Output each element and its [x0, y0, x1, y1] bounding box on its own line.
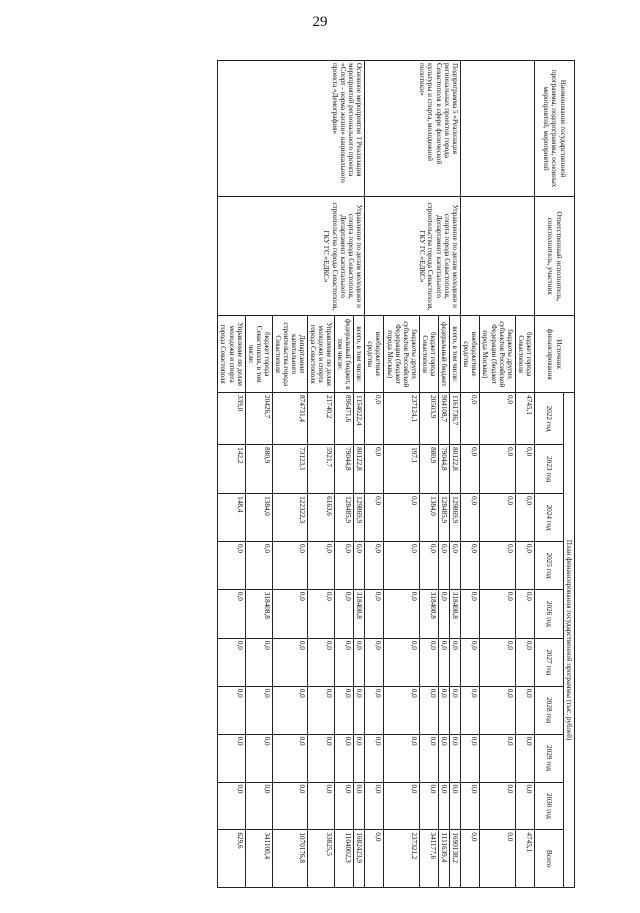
value-cell: 0,0 [515, 782, 534, 830]
header-year: 2028 год [534, 686, 563, 734]
source-cell: федеральный бюджет [438, 316, 449, 393]
value-cell: 0,0 [480, 542, 515, 590]
value-cell: 904108,7 [438, 393, 449, 445]
value-cell: 0,0 [515, 734, 534, 782]
value-cell: 0,0 [461, 494, 480, 542]
responsible-cell: Управление по делам молодежи и спорта города Севастополя, Департамент капитального строительства города Севастополя, ГКУ ГС «ЕДКС» [365, 197, 461, 316]
value-cell: 237124,1 [384, 393, 419, 445]
value-cell: 0,0 [419, 782, 438, 830]
value-cell: 0,0 [384, 494, 419, 542]
total-cell: 0,0 [365, 830, 384, 888]
value-cell: 0,0 [419, 686, 438, 734]
value-cell: 880,9 [245, 445, 272, 494]
value-cell: 1384,0 [419, 494, 438, 542]
value-cell: 0,0 [384, 734, 419, 782]
value-cell: 0,0 [461, 445, 480, 494]
header-plan: План финансирования государственной программы (тыс. рублей) [563, 393, 574, 888]
value-cell: 0,0 [365, 393, 384, 445]
value-cell: 0,0 [245, 638, 272, 686]
source-cell: бюджеты других субъектов Российской Федерации (бюджет города Москвы) [384, 316, 419, 393]
table-row [354, 61, 365, 888]
table-body [218, 61, 534, 888]
value-cell: 0,0 [461, 542, 480, 590]
value-cell: 0,0 [218, 638, 245, 686]
value-cell: 1154022,4 [354, 393, 365, 445]
value-cell: 0,0 [515, 542, 534, 590]
value-cell: 0,0 [438, 686, 449, 734]
table-row [450, 61, 461, 888]
value-cell: 148,4 [218, 494, 245, 542]
value-cell: 0,0 [461, 686, 480, 734]
value-cell: 318408,8 [245, 589, 272, 638]
header-year: 2023 год [534, 445, 563, 494]
value-cell: 0,0 [419, 734, 438, 782]
value-cell: 0,0 [515, 686, 534, 734]
value-cell: 80122,8 [354, 445, 365, 494]
value-cell: 4745,1 [515, 393, 534, 445]
value-cell: 0,0 [515, 445, 534, 494]
value-cell: 0,0 [419, 542, 438, 590]
value-cell: 0,0 [365, 686, 384, 734]
value-cell: 0,0 [384, 542, 419, 590]
total-cell: 629,6 [218, 830, 245, 888]
total-cell: 0,0 [461, 830, 480, 888]
value-cell: 896471,6 [335, 393, 354, 445]
value-cell: 0,0 [365, 542, 384, 590]
value-cell: 0,0 [354, 782, 365, 830]
program-name-cell: Подпрограмма 5 «Реализация региональных проектов города Севастополя в сфере физической культуры и спорта, молодежной политики» [365, 61, 461, 197]
header-row-1 [563, 61, 574, 888]
value-cell: 80122,8 [450, 445, 461, 494]
value-cell: 0,0 [307, 782, 334, 830]
responsible-cell [461, 197, 534, 316]
value-cell: 318408,8 [450, 589, 461, 638]
header-total: Всего [534, 830, 563, 888]
total-cell: 1690138,2 [450, 830, 461, 888]
value-cell: 0,0 [272, 589, 307, 638]
value-cell: 0,0 [480, 445, 515, 494]
value-cell: 0,0 [480, 734, 515, 782]
value-cell: 0,0 [450, 638, 461, 686]
value-cell: 20503,9 [419, 393, 438, 445]
value-cell: 197,1 [384, 445, 419, 494]
value-cell: 0,0 [354, 638, 365, 686]
value-cell: 20426,7 [245, 393, 272, 445]
total-cell: 1070176,8 [272, 830, 307, 888]
value-cell: 129869,9 [354, 494, 365, 542]
value-cell: 0,0 [438, 542, 449, 590]
rotated-table-container [99, 60, 575, 888]
value-cell: 0,0 [419, 638, 438, 686]
value-cell: 0,0 [335, 734, 354, 782]
value-cell: 0,0 [384, 589, 419, 638]
value-cell: 0,0 [461, 734, 480, 782]
value-cell: 0,0 [335, 638, 354, 686]
value-cell: 0,0 [272, 734, 307, 782]
value-cell: 0,0 [384, 686, 419, 734]
responsible-cell: Управление по делам молодежи и спорта города Севастополя, Департамент капитального строительства города Севастополя, ГКУ ГС «ЕДКС» [218, 197, 365, 316]
header-responsible: Ответственный исполнитель, соисполнитель, участник [534, 197, 574, 316]
value-cell: 73123,1 [272, 445, 307, 494]
value-cell: 0,0 [218, 734, 245, 782]
total-cell: 33825,5 [307, 830, 334, 888]
value-cell: 318408,8 [354, 589, 365, 638]
value-cell: 1384,0 [245, 494, 272, 542]
total-cell: 341177,6 [419, 830, 438, 888]
value-cell: 0,0 [272, 542, 307, 590]
program-name-cell [461, 61, 534, 197]
value-cell: 0,0 [365, 589, 384, 638]
value-cell: 79044,8 [335, 445, 354, 494]
value-cell: 0,0 [438, 734, 449, 782]
value-cell: 0,0 [515, 494, 534, 542]
value-cell: 79044,8 [438, 445, 449, 494]
value-cell: 0,0 [365, 734, 384, 782]
header-year: 2026 год [534, 589, 563, 638]
program-name-cell: Основное мероприятие 1 Реализация мероприятий регионального проекта «Спорт - норма жизни» национального проекта «Демография» [218, 61, 365, 197]
value-cell: 0,0 [307, 686, 334, 734]
header-year: 2029 год [534, 734, 563, 782]
source-cell: внебюджетные средства [365, 316, 384, 393]
value-cell: 0,0 [384, 638, 419, 686]
value-cell: 0,0 [307, 589, 334, 638]
value-cell: 0,0 [245, 782, 272, 830]
source-cell: бюджеты других субъектов Российской Федерации (бюджет города Москвы) [480, 316, 515, 393]
value-cell: 0,0 [450, 734, 461, 782]
value-cell: 0,0 [272, 782, 307, 830]
source-cell: Департамент капитального строительства города Севастополя [272, 316, 307, 393]
value-cell: 0,0 [335, 542, 354, 590]
value-cell: 0,0 [365, 782, 384, 830]
value-cell: 0,0 [480, 782, 515, 830]
value-cell: 142,2 [218, 445, 245, 494]
value-cell: 0,0 [438, 638, 449, 686]
value-cell: 128485,9 [438, 494, 449, 542]
source-cell: внебюджетные средства [461, 316, 480, 393]
value-cell: 129869,9 [450, 494, 461, 542]
source-cell: бюджет города Севастополя [419, 316, 438, 393]
total-cell: 1682423,9 [354, 830, 365, 888]
source-cell: федеральный бюджет, в том числе: [335, 316, 354, 393]
value-cell: 0,0 [307, 542, 334, 590]
value-cell: 128485,9 [335, 494, 354, 542]
value-cell: 0,0 [438, 589, 449, 638]
value-cell: 0,0 [438, 782, 449, 830]
header-year: 2030 год [534, 782, 563, 830]
value-cell: 21740,2 [307, 393, 334, 445]
value-cell: 0,0 [218, 589, 245, 638]
total-cell: 341100,4 [245, 830, 272, 888]
value-cell: 0,0 [307, 734, 334, 782]
value-cell: 0,0 [354, 734, 365, 782]
value-cell: 0,0 [335, 589, 354, 638]
value-cell: 0,0 [307, 638, 334, 686]
value-cell: 0,0 [384, 782, 419, 830]
value-cell: 1161736,7 [450, 393, 461, 445]
total-cell: 1111639,4 [438, 830, 449, 888]
value-cell: 0,0 [450, 686, 461, 734]
source-cell: бюджет города Севастополя, в том числе: [245, 316, 272, 393]
value-cell: 874731,4 [272, 393, 307, 445]
value-cell: 0,0 [480, 638, 515, 686]
header-year: 2022 год [534, 393, 563, 445]
source-cell: бюджет города Севастополя [515, 316, 534, 393]
value-cell: 0,0 [450, 542, 461, 590]
value-cell: 0,0 [461, 393, 480, 445]
value-cell: 0,0 [480, 494, 515, 542]
value-cell: 122322,3 [272, 494, 307, 542]
total-cell: 237321,2 [384, 830, 419, 888]
source-cell: Управление по делам молодежи и спорта города Севастополя [218, 316, 245, 393]
header-year: 2027 год [534, 638, 563, 686]
value-cell: 0,0 [461, 782, 480, 830]
source-cell: всего, в том числе: [450, 316, 461, 393]
source-cell: всего, в том числе: [354, 316, 365, 393]
value-cell: 6163,6 [307, 494, 334, 542]
value-cell: 0,0 [218, 782, 245, 830]
header-year: 2024 год [534, 494, 563, 542]
value-cell: 0,0 [515, 638, 534, 686]
value-cell: 0,0 [272, 638, 307, 686]
value-cell: 339,0 [218, 393, 245, 445]
total-cell: 0,0 [480, 830, 515, 888]
value-cell: 0,0 [461, 638, 480, 686]
financing-table [217, 60, 575, 888]
value-cell: 0,0 [245, 542, 272, 590]
value-cell: 318408,8 [419, 589, 438, 638]
header-year: 2025 год [534, 542, 563, 590]
value-cell: 0,0 [480, 686, 515, 734]
value-cell: 5921,7 [307, 445, 334, 494]
source-cell: Управление по делам молодежи и спорта города Севастополя [307, 316, 334, 393]
value-cell: 0,0 [480, 393, 515, 445]
value-cell: 0,0 [335, 782, 354, 830]
value-cell: 0,0 [218, 542, 245, 590]
value-cell: 0,0 [365, 445, 384, 494]
header-name: Наименование государственной программы, подпрограммы, основных мероприятий, мероприятий [534, 61, 574, 197]
table-row [515, 61, 534, 888]
value-cell: 0,0 [461, 589, 480, 638]
value-cell: 0,0 [335, 686, 354, 734]
value-cell: 0,0 [365, 494, 384, 542]
page-number: 29 [312, 14, 328, 30]
total-cell: 1104002,3 [335, 830, 354, 888]
header-source: Источник финансирования [534, 316, 574, 393]
value-cell: 0,0 [515, 589, 534, 638]
value-cell: 0,0 [354, 542, 365, 590]
total-cell: 4745,1 [515, 830, 534, 888]
value-cell: 0,0 [365, 638, 384, 686]
value-cell: 0,0 [245, 734, 272, 782]
value-cell: 0,0 [245, 686, 272, 734]
value-cell: 880,9 [419, 445, 438, 494]
value-cell: 0,0 [354, 686, 365, 734]
value-cell: 0,0 [218, 686, 245, 734]
value-cell: 0,0 [450, 782, 461, 830]
value-cell: 0,0 [272, 686, 307, 734]
value-cell: 0,0 [480, 589, 515, 638]
